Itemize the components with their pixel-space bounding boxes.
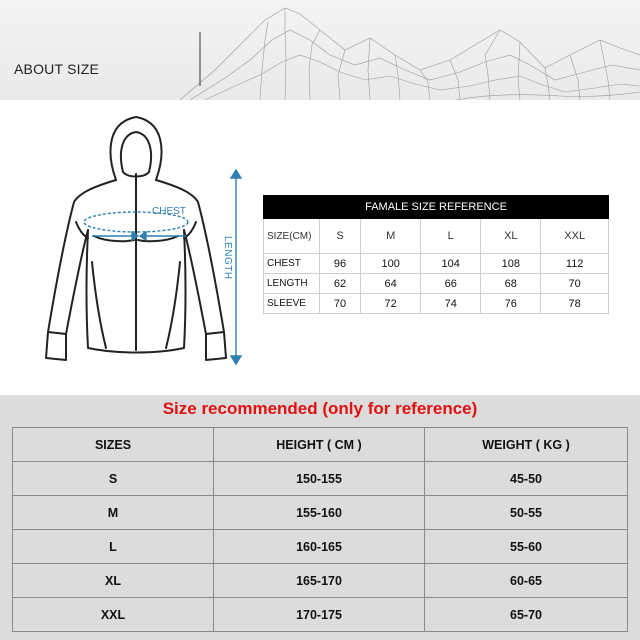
height-cell: 150-155 [214, 462, 425, 496]
table-row [13, 598, 628, 632]
value-cell: 68 [481, 274, 541, 294]
size-header-cell: S [320, 219, 361, 254]
table-row [13, 530, 628, 564]
value-cell: 70 [320, 294, 361, 314]
female-size-reference-table [263, 195, 609, 314]
size-header-cell: XL [481, 219, 541, 254]
row-label-cell: SLEEVE [264, 294, 320, 314]
table-row [13, 496, 628, 530]
weight-cell: 45-50 [425, 462, 628, 496]
value-cell: 66 [421, 274, 481, 294]
size-cell: XL [13, 564, 214, 598]
value-cell: 78 [541, 294, 609, 314]
value-cell: 100 [361, 254, 421, 274]
value-cell: 112 [541, 254, 609, 274]
recommendation-title: Size recommended (only for reference) [162, 399, 478, 418]
row-label-cell: LENGTH [264, 274, 320, 294]
table-row [264, 294, 609, 314]
jacket-outline-diagram [36, 112, 236, 372]
size-cell: M [13, 496, 214, 530]
value-cell: 62 [320, 274, 361, 294]
height-cell: 160-165 [214, 530, 425, 564]
column-header-sizes: SIZES [13, 428, 214, 462]
value-cell: 108 [481, 254, 541, 274]
length-measure-label: LENGTH [222, 236, 233, 280]
weight-cell: 50-55 [425, 496, 628, 530]
height-cell: 170-175 [214, 598, 425, 632]
table-row [264, 274, 609, 294]
value-cell: 70 [541, 274, 609, 294]
size-recommendation-table [12, 427, 628, 632]
size-recommendation-panel [0, 395, 640, 640]
size-header-cell: XXL [541, 219, 609, 254]
table-header-row [13, 428, 628, 462]
size-cell: S [13, 462, 214, 496]
about-size-label: ABOUT SIZE [14, 61, 99, 77]
table-row [13, 564, 628, 598]
weight-cell: 65-70 [425, 598, 628, 632]
value-cell: 64 [361, 274, 421, 294]
table-row [264, 254, 609, 274]
table-row [264, 219, 609, 254]
value-cell: 76 [481, 294, 541, 314]
size-header-cell: L [421, 219, 481, 254]
value-cell: 72 [361, 294, 421, 314]
chest-measure-label: CHEST [152, 206, 186, 217]
height-cell: 165-170 [214, 564, 425, 598]
weight-cell: 55-60 [425, 530, 628, 564]
row-label-cell: CHEST [264, 254, 320, 274]
value-cell: 74 [421, 294, 481, 314]
value-cell: 96 [320, 254, 361, 274]
value-cell: 104 [421, 254, 481, 274]
header-banner [0, 0, 640, 100]
size-cell: L [13, 530, 214, 564]
size-cell: XXL [13, 598, 214, 632]
reference-table-title: FAMALE SIZE REFERENCE [264, 196, 609, 219]
size-header-cell: M [361, 219, 421, 254]
table-row [13, 462, 628, 496]
weight-cell: 60-65 [425, 564, 628, 598]
column-header-weight: WEIGHT ( KG ) [425, 428, 628, 462]
column-header-height: HEIGHT ( CM ) [214, 428, 425, 462]
mountain-wireframe-graphic [0, 0, 640, 100]
row-header-cell: SIZE(CM) [264, 219, 320, 254]
height-cell: 155-160 [214, 496, 425, 530]
